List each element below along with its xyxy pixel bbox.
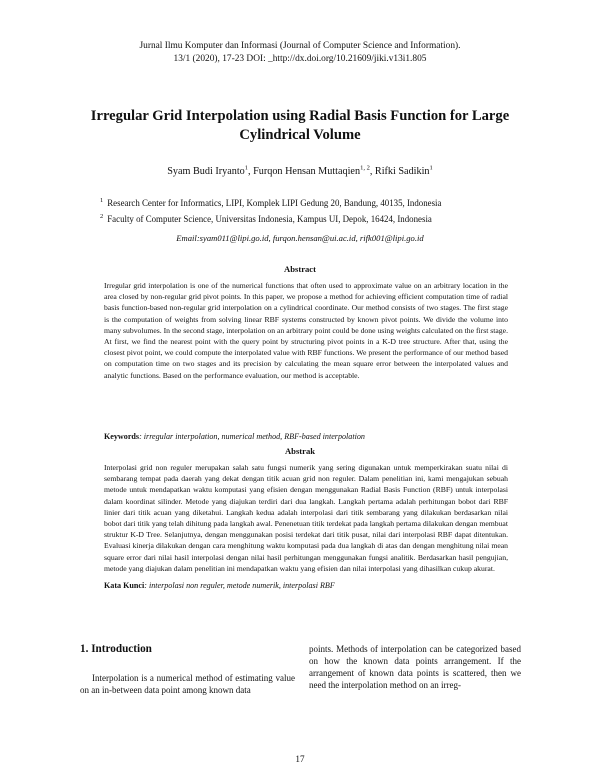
journal-header — [60, 40, 540, 65]
keywords-list: : irregular interpolation, numerical method, RBF-based interpolation — [139, 432, 365, 441]
paper-title — [60, 107, 540, 145]
affiliation-1-text: Research Center for Informatics, LIPI, Komplek LIPI Gedung 20, Bandung, 40135, Indonesia — [107, 197, 442, 208]
intro-right-column: points. Methods of interpolation can be categorized based on how the known data points arrangement. If the arrangement of known data points is scattered, then we need the interpolation method on an irreg- — [309, 644, 521, 690]
author-1-affil: 1 — [244, 164, 248, 172]
affiliation-2-text: Faculty of Computer Science, Universitas Indonesia, Kampus UI, Depok, 16424, Indonesia — [107, 214, 432, 225]
affiliations — [100, 194, 520, 227]
introduction-heading: 1. Introduction — [80, 643, 152, 655]
title-line-1: Irregular Grid Interpolation using Radial Basis Function for Large — [90, 108, 510, 124]
kata-kunci-label: Kata Kunci — [104, 581, 145, 590]
affiliation-1 — [100, 194, 520, 210]
author-2-affil: 1, 2 — [360, 164, 370, 172]
author-sep-2: , — [369, 166, 375, 177]
kata-kunci-list: : interpolasi non reguler, metode numerik, interpolasi RBF — [144, 581, 335, 590]
title-line-2: Cylindrical Volume — [239, 127, 361, 143]
journal-line-1: Jurnal Ilmu Komputer dan Informasi (Journal of Computer Science and Information). — [139, 41, 461, 51]
author-3-affil: 1 — [429, 164, 433, 172]
affiliation-1-number: 1 — [100, 197, 104, 204]
author-2-name: Furqon Hensan Muttaqien — [253, 166, 361, 177]
kata-kunci — [104, 581, 508, 590]
abstract-text: Irregular grid interpolation is one of the numerical functions that often used to approximate value on an arbitrary location in the area closed by non-regular grid pivot points. In this paper, we propose a method for achieving efficient computation time of radial basis function-based non-regular grid interpolation on a cylindrical coordinate. Our method consists of two stages. The first stage is the computation of weights from solving linear RBF systems constructed by known pivot points. We divide the volume into many subvolumes. In the second stage, interpolation on an arbitrary point could be done using weights calculated on the first stage. At first, we find the nearest point with the query point by structuring pivot points in a K-D tree structure. After that, using the closest pivot point, we could compute the interpolated value with RBF functions. We present the performance of our method based on computation time on two stages and its precision by calculating the mean square error between the interpolated values and analytic functions. Based on the performance evaluation, our method is acceptable. — [104, 281, 508, 380]
author-emails: Email:syam011@lipi.go.id, furqon.hensan@ui.ac.id, rifk001@lipi.go.id — [176, 233, 424, 243]
author-1-name: Syam Budi Iryanto — [167, 166, 245, 177]
journal-line-2: 13/1 (2020), 17-23 DOI: _http://dx.doi.org/10.21609/jiki.v13i1.805 — [173, 53, 427, 64]
author-3-name: Rifki Sadikin — [374, 166, 430, 177]
page-number: 17 — [295, 754, 305, 764]
keywords-label: Keywords — [104, 432, 140, 441]
abstrak-heading: Abstrak — [284, 446, 316, 456]
abstrak-text: Interpolasi grid non reguler merupakan salah satu fungsi numerik yang sering digunakan untuk memperkirakan suatu nilai di sembarang tempat pada daerah yang dekat dengan titik acuan grid non reguler. Dalam penelitian ini, kami mengajukan sebuah metode untuk mendapatkan waktu komputasi yang efisien dengan menggunakan Radial Basis Function (RBF) untuk interpolasi dalam koordinat silinder. Metode yang diajukan terdiri dari dua langkah. Langkah pertama adalah perhitungan bobot dari RBF linier dari titik acuan yang diketahui. Langkah kedua adalah interpolasi dari titik sembarang yang dilakukan berdasarkan nilai bobot dari titik yang telah dihitung pada langkah awal. Penenetuan titik terdekat pada langkah pertama dilakukan dengan membuat struktur K-D Tree. Selanjutnya, dengan menggunakan posisi terdekat dari titik pusat, nilai dari interpolasi RBF dapat ditentukan. Evaluasi kinerja dilakukan dengan cara menghitung waktu komputasi pada dua langkah di atas dan dengan menghitung nilai mean square error dari nilai hasil interpolasi dengan nilai hasil perhitungan menggunakan fungsi analitik. Berdasarkan hasil pengujian, metode yang diajukan dalam penelitian ini mendapatkan waktu yang efisien dan nilai interpolasi yang dihasilkan cukup akurat. — [104, 463, 508, 573]
affiliation-2 — [100, 210, 520, 226]
keywords — [104, 432, 508, 441]
author-list — [60, 166, 540, 177]
abstract-heading: Abstract — [284, 264, 316, 274]
intro-left-column: Interpolation is a numerical method of estimating value on an in-between data point among known data — [80, 673, 295, 695]
affiliation-2-number: 2 — [100, 213, 104, 221]
author-sep-1: , — [248, 166, 254, 177]
